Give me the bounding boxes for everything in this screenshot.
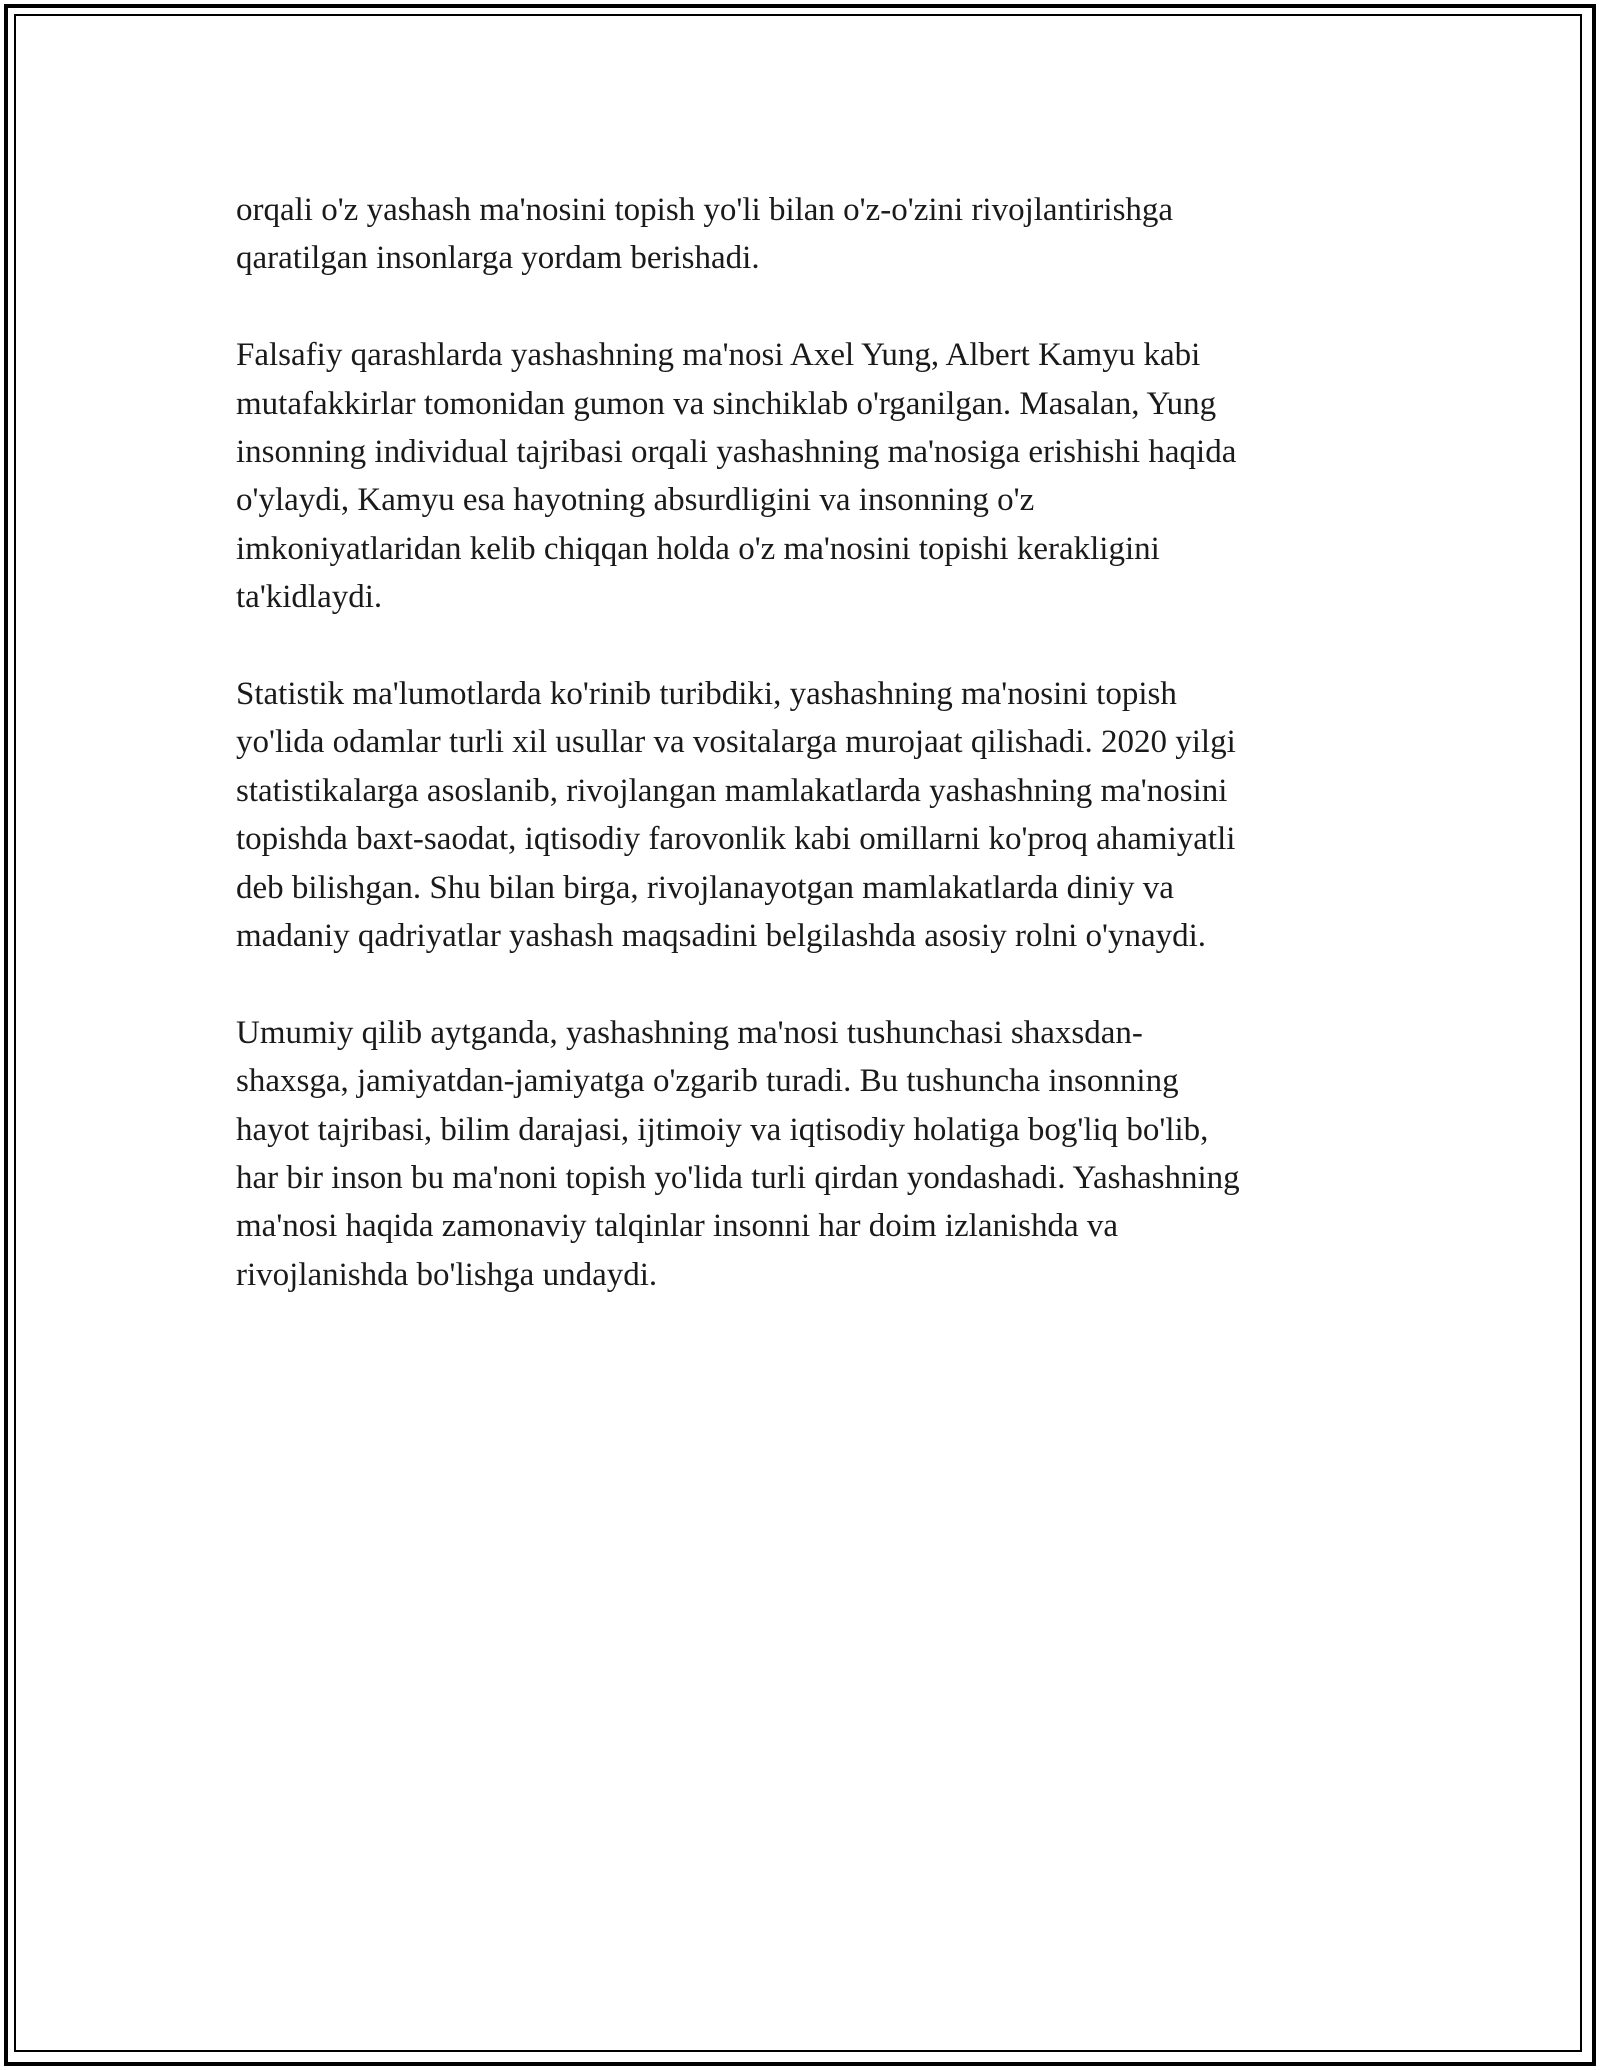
text-line: Umumiy qilib aytganda, yashashning ma'nosi tushunchasi shaxsdan- <box>236 1014 1143 1051</box>
text-line: ma'nosi haqida zamonaviy talqinlar insonni har doim izlanishda va <box>236 1208 1119 1245</box>
paragraph-2 <box>236 331 1376 621</box>
text-line: Statistik ma'lumotlarda ko'rinib turibdiki, yashashning ma'nosini topish <box>236 676 1177 713</box>
paragraph-3 <box>236 670 1376 960</box>
paragraph-4 <box>236 1009 1376 1299</box>
text-line: Falsafiy qarashlarda yashashning ma'nosi Axel Yung, Albert Kamyu kabi <box>236 337 1201 374</box>
text-line: insonning individual tajribasi orqali yashashning ma'nosiga erishishi haqida <box>236 434 1237 471</box>
text-line: imkoniyatlaridan kelib chiqqan holda o'z ma'nosini topishi kerakligini <box>236 530 1160 567</box>
text-line: rivojlanishda bo'lishga undaydi. <box>236 1256 658 1293</box>
document-body <box>236 186 1376 1348</box>
text-line: shaxsga, jamiyatdan-jamiyatga o'zgarib turadi. Bu tushuncha insonning <box>236 1063 1179 1100</box>
text-line: hayot tajribasi, bilim darajasi, ijtimoiy va iqtisodiy holatiga bog'liq bo'lib, <box>236 1111 1209 1148</box>
text-line: yo'lida odamlar turli xil usullar va vositalarga murojaat qilishadi. 2020 yilgi <box>236 724 1236 761</box>
text-line: mutafakkirlar tomonidan gumon va sinchiklab o'rganilgan. Masalan, Yung <box>236 385 1217 422</box>
text-line: ta'kidlaydi. <box>236 579 383 616</box>
text-line: topishda baxt-saodat, iqtisodiy farovonlik kabi omillarni ko'proq ahamiyatli <box>236 821 1236 858</box>
text-line: orqali o'z yashash ma'nosini topish yo'li bilan o'z-o'zini rivojlantirishga <box>236 192 1174 228</box>
text-line: statistikalarga asoslanib, rivojlangan mamlakatlarda yashashning ma'nosini <box>236 772 1228 809</box>
text-line: qaratilgan insonlarga yordam berishadi. <box>236 240 760 277</box>
text-line: madaniy qadriyatlar yashash maqsadini belgilashda asosiy rolni o'ynaydi. <box>236 918 1207 955</box>
paragraph-1 <box>236 186 1376 283</box>
text-line: o'ylaydi, Kamyu esa hayotning absurdligini va insonning o'z <box>236 482 1035 519</box>
text-line: har bir inson bu ma'noni topish yo'lida turli qirdan yondashadi. Yashashning <box>236 1160 1240 1197</box>
text-line: deb bilishgan. Shu bilan birga, rivojlanayotgan mamlakatlarda diniy va <box>236 869 1174 906</box>
